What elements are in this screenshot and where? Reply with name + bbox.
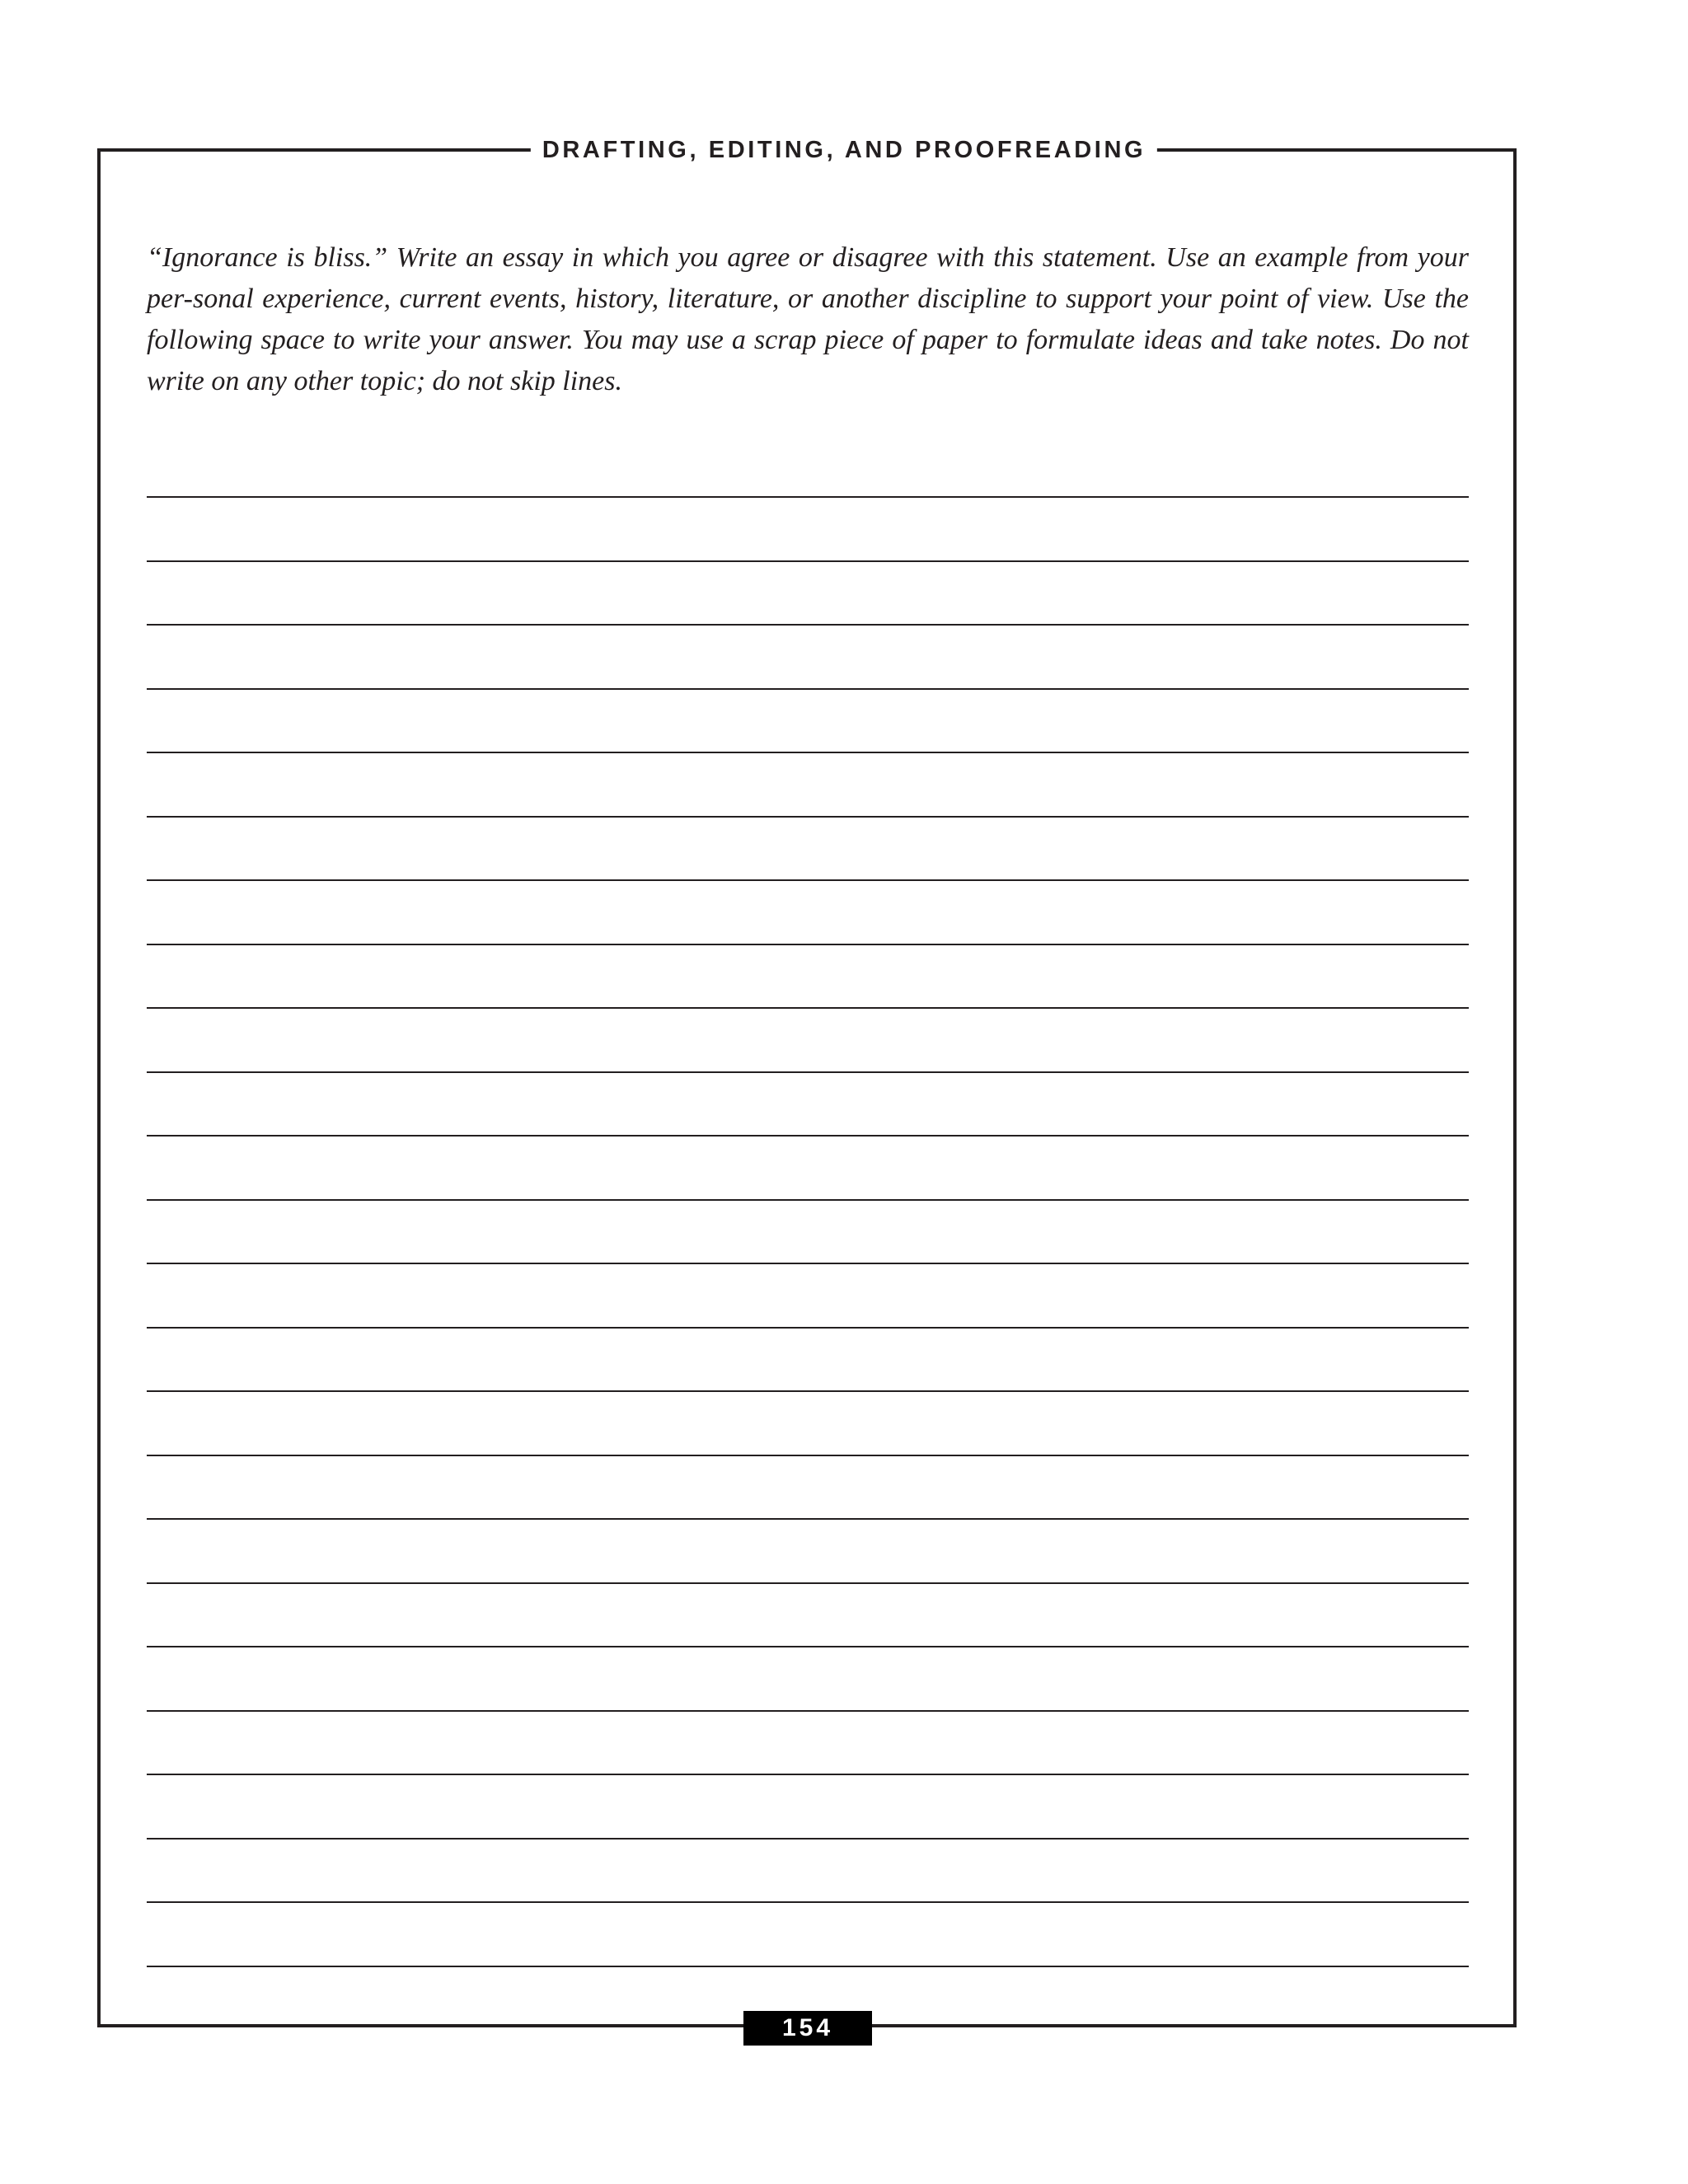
answer-line[interactable] [147,1710,1469,1712]
answer-line[interactable] [147,688,1469,690]
answer-line[interactable] [147,560,1469,562]
section-title: DRAFTING, EDITING, AND PROOFREADING [531,134,1157,166]
answer-line[interactable] [147,1838,1469,1840]
answer-line[interactable] [147,1327,1469,1329]
answer-line[interactable] [147,1071,1469,1073]
answer-line[interactable] [147,1390,1469,1392]
answer-line[interactable] [147,1007,1469,1009]
answer-line[interactable] [147,1518,1469,1520]
answer-line[interactable] [147,496,1469,498]
page-number: 154 [743,2011,872,2046]
answer-line[interactable] [147,1582,1469,1584]
answer-lines [147,0,1469,2184]
answer-line[interactable] [147,816,1469,818]
answer-line[interactable] [147,1774,1469,1775]
answer-line[interactable] [147,1901,1469,1903]
answer-line[interactable] [147,1199,1469,1201]
answer-line[interactable] [147,1966,1469,1967]
answer-line[interactable] [147,1135,1469,1137]
answer-line[interactable] [147,1646,1469,1647]
answer-line[interactable] [147,1263,1469,1264]
essay-prompt: “Ignorance is bliss.” Write an essay in which you agree or disagree with this statement. Use an example from your per-sonal experience, current events, history, literature, or another discipline to support your point of view. Use the following space to write your answer. You may use a scrap piece of paper to formulate ideas and take notes. Do not write on any other topic; do not skip lines. [147,242,1469,396]
answer-line[interactable] [147,624,1469,626]
answer-line[interactable] [147,752,1469,753]
answer-line[interactable] [147,944,1469,945]
answer-line[interactable] [147,879,1469,881]
answer-line[interactable] [147,1455,1469,1456]
